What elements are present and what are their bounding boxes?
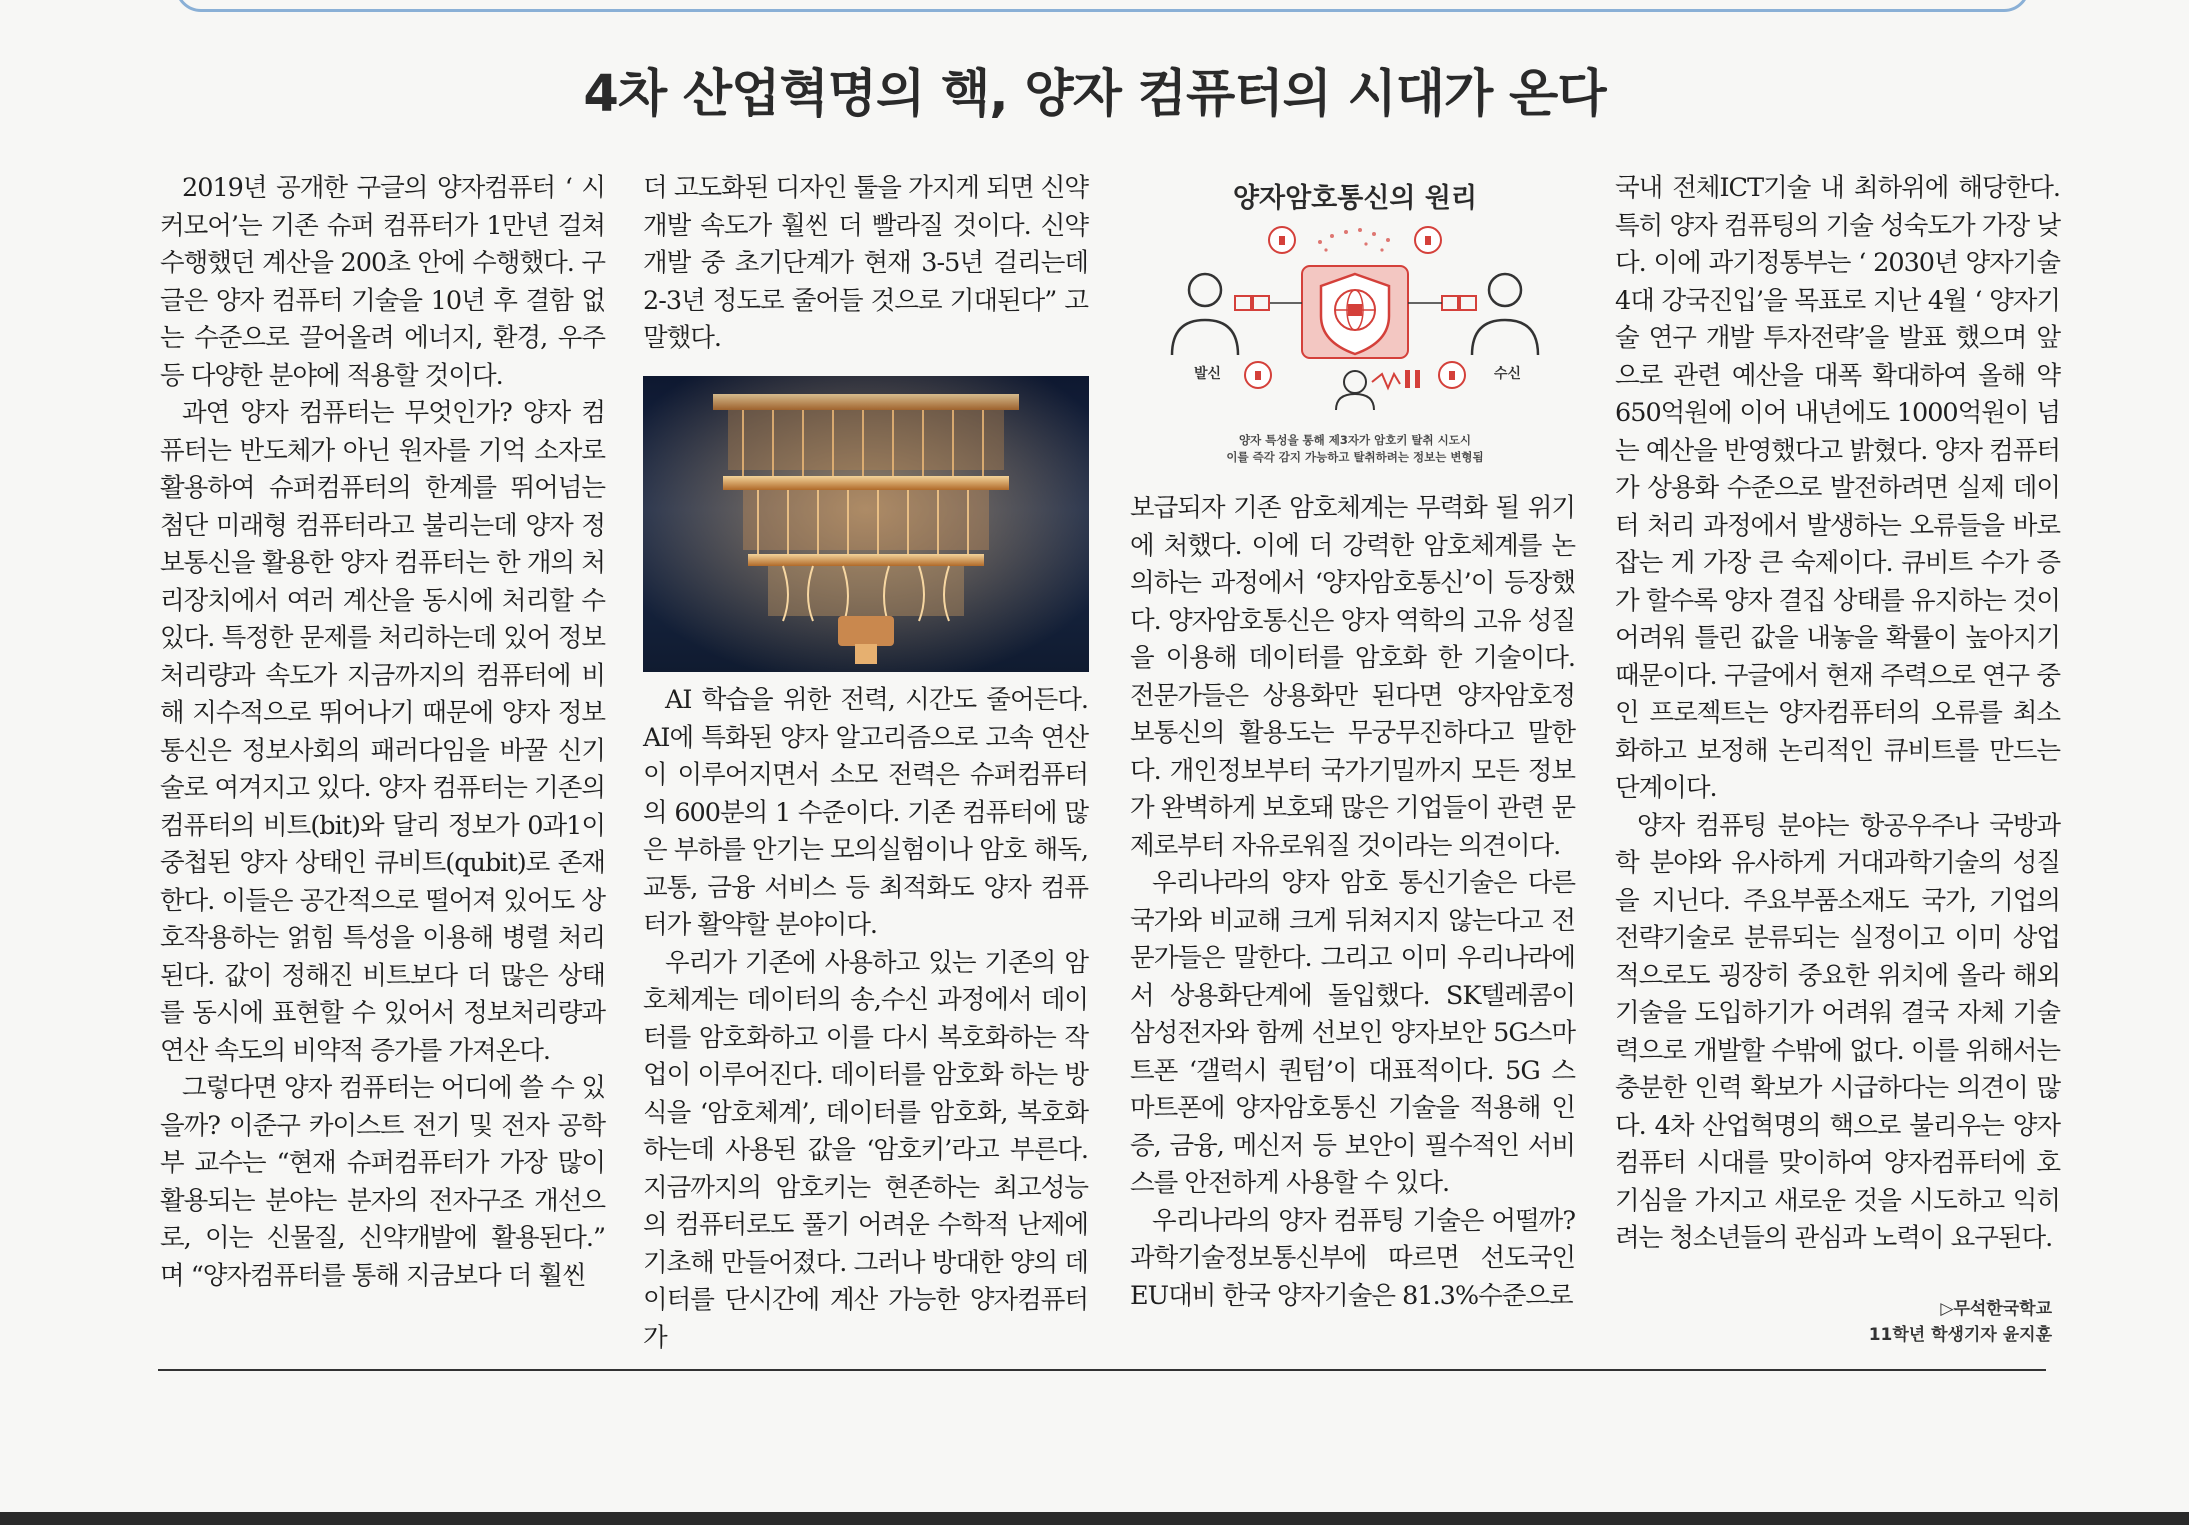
paragraph: 우리나라의 양자 암호 통신기술은 다른 국가와 비교해 크게 뒤쳐지지 않는다고 전문가들은 말한다. 그리고 이미 우리나라에서 상용화단계에 돌입했다. SK텔레콤이 삼성전자와 함께 선보인 양자보안 5G스마트폰 ‘갤럭시 퀀텀’이 대표적이다. 5G 스마트폰에 양자암호통신 기술을 적용해 인증, 금융, 메신저 등 보안이 필수적인 서비스를 안전하게 사용할 수 있다.: [1130, 868, 1575, 1198]
paragraph: 더 고도화된 디자인 툴을 가지게 되면 신약개발 속도가 훨씬 더 빨라질 것이다. 신약개발 중 초기단계가 현재 3-5년 걸리는데 2-3년 정도로 줄어들 것으로 기대된다” 고 말했다.: [643, 173, 1088, 353]
paragraph: 우리가 기존에 사용하고 있는 기존의 암호체계는 데이터의 송,수신 과정에서 데이터를 암호화하고 이를 다시 복호화하는 작업이 이루어진다. 데이터를 암호화 하는 방식을 ‘암호체계’, 데이터를 암호화, 복호화 하는데 사용된 값을 ‘암호키’라고 부른다. 지금까지의 암호키는 현존하는 최고성능의 컴퓨터로도 풀기 어려운 수학적 난제에 기초해 만들어졌다. 그러나 방대한 양의 데이터를 단시간에 계산 가능한 양자컴퓨터가: [643, 947, 1088, 1353]
article-column-2-bottom: [643, 682, 1088, 1357]
page-top-border: [175, 0, 2030, 12]
paragraph: 국내 전체ICT기술 내 최하위에 해당한다. 특히 양자 컴퓨팅의 기술 성숙도가 가장 낮다. 이에 과기정통부는 ‘ 2030년 양자기술 4대 강국진입’을 목표로 지난 4월 ‘ 양자기술 연구 개발 투자전략’을 발표 했으며 앞으로 관련 예산을 대폭 확대하여 올해 약 650억원에 이어 내년에도 1000억원이 넘는 예산을 반영했다고 밝혔다. 양자 컴퓨터가 상용화 수준으로 발전하려면 실제 데이터 처리 과정에서 발생하는 오류들을 바로 잡는 게 가장 큰 숙제이다. 큐비트 수가 증가 할수록 양자 결집 상태를 유지하는 것이 어려워 틀린 값을 내놓을 확률이 높아지기 때문이다. 구글에서 현재 주력으로 연구 중인 프로젝트는 양자컴퓨터의 오류를 최소화하고 보정해 논리적인 큐비트를 만드는 단계이다.: [1615, 173, 2060, 803]
diagram-title: 양자암호통신의 원리: [1232, 183, 1478, 214]
quantum-computer-photo: [643, 376, 1089, 672]
paragraph: 우리나라의 양자 컴퓨팅 기술은 어떨까? 과학기술정보통신부에 따르면 선도국인 EU대비 한국 양자기술은 81.3%수준으로: [1130, 1205, 1575, 1311]
diagram-caption: [1160, 432, 1550, 466]
shield-icon: [1302, 266, 1408, 358]
paragraph: 2019년 공개한 구글의 양자컴퓨터 ‘ 시커모어’는 기존 슈퍼 컴퓨터가 1만년 걸쳐 수행했던 계산을 200초 안에 수행했다. 구글은 양자 컴퓨터 기술을 10년 후 결함 없는 수준으로 끌어올려 에너지, 환경, 우주 등 다양한 분야에 적용할 것이다.: [160, 173, 605, 391]
scan-bottom-edge: [0, 1512, 2189, 1525]
paragraph: 양자 컴퓨팅 분야는 항공우주나 국방과학 분야와 유사하게 거대과학기술의 성질을 지닌다. 주요부품소재도 국가, 기업의 전략기술로 분류되는 실정이고 이미 상업적으로도 굉장히 중요한 위치에 올라 해외기술을 도입하기가 어려워 결국 자체 기술력으로 개발할 수밖에 없다. 이를 위해서는 충분한 인력 확보가 시급하다는 의견이 많다. 4차 산업혁명의 핵으로 불리우는 양자컴퓨터 시대를 맞이하여 양자컴퓨터에 호기심을 가지고 새로운 것을 시도하고 익히려는 청소년들의 관심과 노력이 요구된다.: [1615, 810, 2060, 1253]
paragraph: 그렇다면 양자 컴퓨터는 어디에 쓸 수 있을까? 이준구 카이스트 전기 및 전자 공학부 교수는 “현재 슈퍼컴퓨터가 가장 많이 활용되는 분야는 분자의 전자구조 개선으로, 이는 신물질, 신약개발에 활용된다.” 며 “양자컴퓨터를 통해 지금보다 더 훨씬: [160, 1073, 605, 1291]
sender-person-icon: [1172, 274, 1238, 355]
diagram-illustration: [1160, 170, 1550, 430]
byline-reporter: 11학년 학생기자 윤지훈: [1868, 1325, 2052, 1345]
receiver-label: 수신: [1494, 366, 1522, 382]
diagram-caption-line: 양자 특성을 통해 제3자가 암호키 탈취 시도시: [1239, 433, 1471, 447]
receiver-person-icon: [1472, 274, 1538, 355]
sender-label: 발신: [1194, 366, 1222, 382]
article-column-1: [160, 170, 605, 1295]
eavesdropper-icon: [1336, 371, 1374, 410]
diagram-caption-line: 이를 즉각 감지 가능하고 탈취하려는 정보는 변형됨: [1226, 450, 1484, 464]
quantum-particles: [1318, 228, 1390, 252]
quantum-cryptography-diagram: [1160, 170, 1550, 480]
article-column-4: [1615, 170, 2060, 1258]
paragraph: 보급되자 기존 암호체계는 무력화 될 위기에 처했다. 이에 더 강력한 암호체계를 논의하는 과정에서 ‘양자암호통신’이 등장했다. 양자암호통신은 양자 역학의 고유 성질을 이용해 데이터를 암호화 한 기술이다. 전문가들은 상용화만 된다면 양자암호정보통신의 활용도는 무궁무진하다고 말한다. 개인정보부터 국가기밀까지 모든 정보가 완벽하게 보호돼 많은 기업들이 관련 문제로부터 자유로워질 것이라는 의견이다.: [1130, 493, 1575, 861]
byline: [1869, 1296, 2052, 1348]
article-column-2-top: [643, 170, 1088, 358]
byline-school: ▷무석한국학교: [1940, 1299, 2052, 1319]
article-column-3: [1130, 490, 1575, 1360]
paragraph: 과연 양자 컴퓨터는 무엇인가? 양자 컴퓨터는 반도체가 아닌 원자를 기억 소자로 활용하여 슈퍼컴퓨터의 한계를 뛰어넘는 첨단 미래형 컴퓨터라고 불리는데 양자 정보통신을 활용한 양자 컴퓨터는 한 개의 처리장치에서 여러 계산을 동시에 처리할 수 있다. 특정한 문제를 처리하는데 있어 정보 처리량과 속도가 지금까지의 컴퓨터에 비해 지수적으로 뛰어나기 때문에 양자 정보통신은 정보사회의 패러다임을 바꿀 신기술로 여겨지고 있다. 양자 컴퓨터는 기존의 컴퓨터의 비트(bit)와 달리 정보가 0과1이 중첩된 양자 상태인 큐비트(qubit)로 존재한다. 이들은 공간적으로 떨어져 있어도 상호작용하는 얽힘 특성을 이용해 병렬 처리된다. 값이 정해진 비트보다 더 많은 상태를 동시에 표현할 수 있어서 정보처리량과 연산 속도의 비약적 증가를 가져온다.: [160, 398, 605, 1066]
bottom-divider: [158, 1369, 2046, 1371]
quantum-computer-illustration: [643, 376, 1089, 672]
article-headline: 4차 산업혁명의 핵, 양자 컴퓨터의 시대가 온다: [583, 65, 1606, 124]
paragraph: AI 학습을 위한 전력, 시간도 줄어든다. AI에 특화된 양자 알고리즘으로 고속 연산이 이루어지면서 소모 전력은 슈퍼컴퓨터의 600분의 1 수준이다. 기존 컴퓨터에 많은 부하를 안기는 모의실험이나 암호 해독, 교통, 금융 서비스 등 최적화도 양자 컴퓨터가 활약할 분야이다.: [643, 685, 1088, 940]
